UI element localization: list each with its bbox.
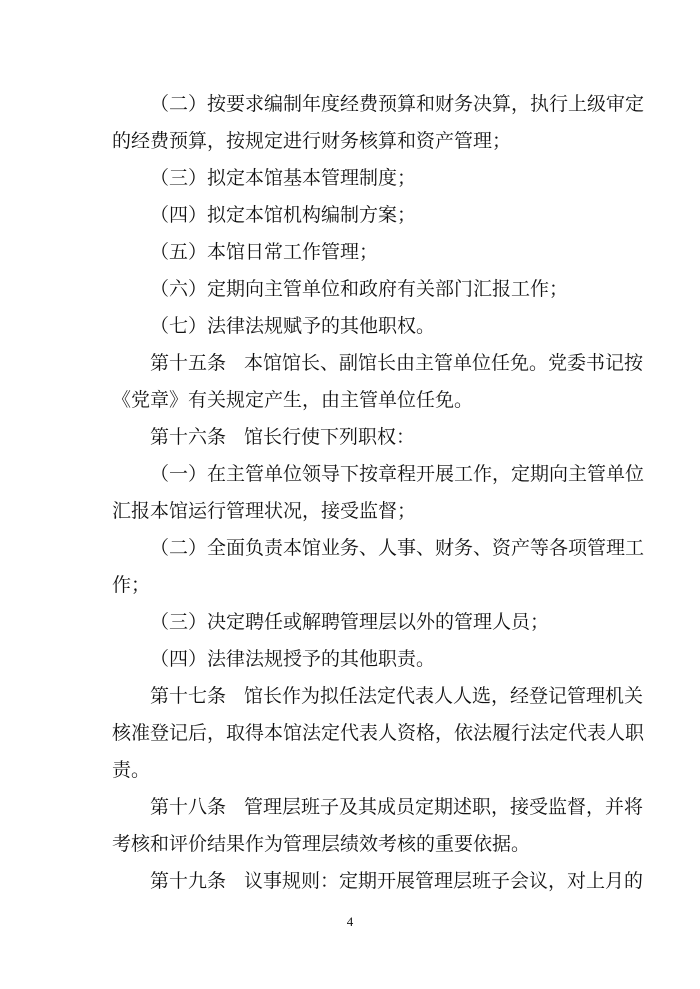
- article-number: 第十五条: [150, 352, 227, 374]
- paragraph-line: （三）决定聘任或解聘管理层以外的管理人员；: [150, 611, 550, 633]
- article-15-line: 第十五条 本馆馆长、副馆长由主管单位任免。党委书记按: [150, 352, 644, 374]
- paragraph-line: 作；: [112, 574, 151, 596]
- article-18-line: 考核和评价结果作为管理层绩效考核的重要依据。: [112, 833, 531, 855]
- article-16-line: 第十六条 馆长行使下列职权：: [150, 426, 416, 448]
- paragraph-line: （二）按要求编制年度经费预算和财务决算，执行上级审定: [150, 93, 645, 115]
- article-17-line: 第十七条 馆长作为拟任法定代表人人选，经登记管理机关: [150, 685, 644, 707]
- article-17-line: 责。: [112, 759, 151, 781]
- paragraph-line: （五）本馆日常工作管理；: [150, 241, 379, 263]
- article-number: 第十八条: [150, 796, 227, 818]
- article-17-line: 核准登记后，取得本馆法定代表人资格，依法履行法定代表人职: [112, 722, 645, 744]
- paragraph-line: 的经费预算，按规定进行财务核算和资产管理；: [112, 130, 512, 152]
- paragraph-line: （一）在主管单位领导下按章程开展工作，定期向主管单位: [150, 463, 645, 485]
- paragraph-line: （三）拟定本馆基本管理制度；: [150, 167, 417, 189]
- document-body: [112, 86, 645, 900]
- article-number: 第十七条: [150, 685, 227, 707]
- paragraph-line: （四）法律法规授予的其他职责。: [150, 648, 436, 670]
- article-number: 第十六条: [150, 426, 227, 448]
- paragraph-line: 汇报本馆运行管理状况，接受监督；: [112, 500, 417, 522]
- page-number: 4: [346, 914, 354, 929]
- article-number: 第十九条: [150, 870, 227, 892]
- paragraph-line: （二）全面负责本馆业务、人事、财务、资产等各项管理工: [150, 537, 645, 559]
- article-15-line: 《党章》有关规定产生，由主管单位任免。: [112, 389, 474, 411]
- article-18-line: 第十八条 管理层班子及其成员定期述职，接受监督，并将: [150, 796, 644, 818]
- paragraph-line: （四）拟定本馆机构编制方案；: [150, 204, 417, 226]
- article-19-line: 第十九条 议事规则：定期开展管理层班子会议，对上月的: [150, 870, 644, 892]
- paragraph-line: （七）法律法规赋予的其他职权。: [150, 315, 436, 337]
- paragraph-line: （六）定期向主管单位和政府有关部门汇报工作；: [150, 278, 569, 300]
